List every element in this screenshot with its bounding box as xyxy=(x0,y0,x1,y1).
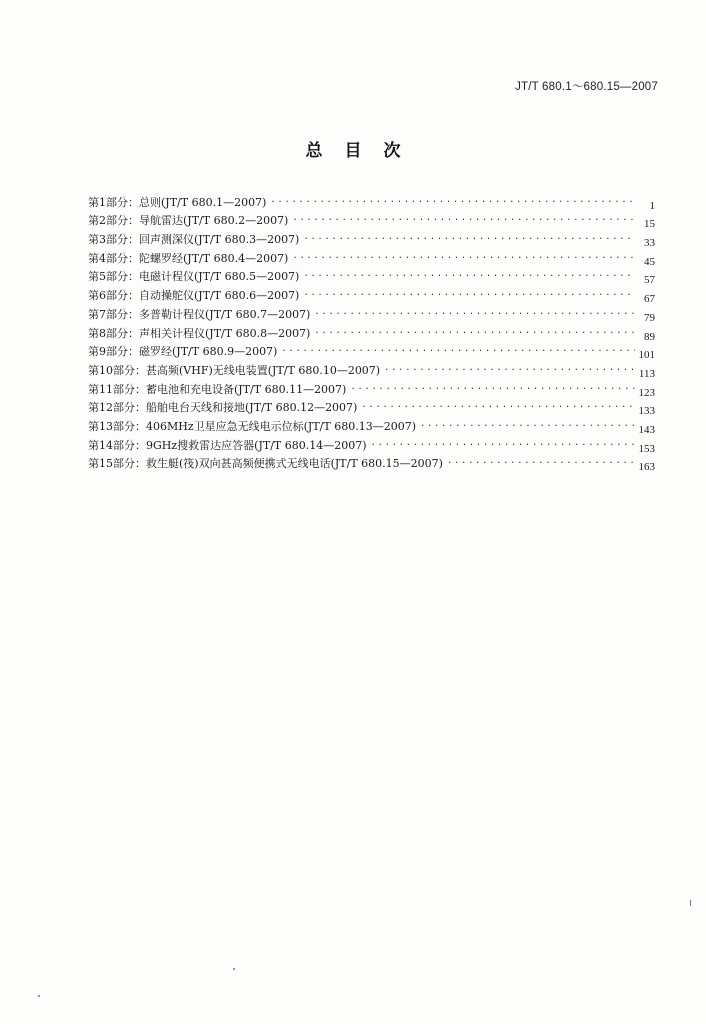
toc-entry-title: 第14部分：9GHz搜救雷达应答器(JT/T 680.14—2007) xyxy=(88,438,367,452)
toc-entry-title: 第5部分：电磁计程仪(JT/T 680.5—2007) xyxy=(88,270,300,284)
toc-entry xyxy=(88,340,655,362)
toc-page-number: 89 xyxy=(644,330,655,343)
toc-dot-leader xyxy=(420,418,635,431)
toc-page-number: 101 xyxy=(638,349,655,362)
toc-page-number: 123 xyxy=(638,386,655,399)
toc-page-number: 79 xyxy=(644,311,655,324)
toc-dot-leader xyxy=(303,231,635,244)
toc-entry-title: 第7部分：多普勒计程仪(JT/T 680.7—2007) xyxy=(88,307,311,321)
toc-entry-title: 第10部分：甚高频(VHF)无线电装置(JT/T 680.10—2007) xyxy=(88,363,381,377)
toc-entry xyxy=(88,377,655,399)
toc-dot-leader xyxy=(292,250,635,263)
toc-entry xyxy=(88,358,655,380)
toc-dot-leader xyxy=(371,437,635,450)
toc-page-number: 15 xyxy=(644,218,655,231)
toc-entry-title: 第13部分：406MHz卫星应急无线电示位标(JT/T 680.13—2007) xyxy=(88,419,416,433)
toc-page-number: 113 xyxy=(638,367,655,380)
toc-dot-leader xyxy=(292,212,635,225)
scan-speck xyxy=(233,968,235,970)
toc-entry-title: 第9部分：磁罗经(JT/T 680.9—2007) xyxy=(88,345,278,359)
toc-entry xyxy=(88,396,655,418)
toc-entry-title: 第11部分：蓄电池和充电设备(JT/T 680.11—2007) xyxy=(88,382,347,396)
table-of-contents xyxy=(88,190,655,474)
toc-dot-leader xyxy=(270,194,635,207)
toc-entry-title: 第8部分：声相关计程仪(JT/T 680.8—2007) xyxy=(88,326,311,340)
toc-entry-title: 第3部分：回声测深仪(JT/T 680.3—2007) xyxy=(88,233,300,247)
toc-page-number: 67 xyxy=(644,293,655,306)
toc-page-number: 143 xyxy=(638,423,655,436)
toc-dot-leader xyxy=(303,268,635,281)
toc-entry xyxy=(88,414,655,436)
toc-entry xyxy=(88,433,655,455)
toc-entry-title: 第15部分：救生艇(筏)双向甚高频便携式无线电话(JT/T 680.15—2007) xyxy=(88,457,443,471)
toc-entry xyxy=(88,452,655,474)
toc-entry xyxy=(88,227,655,250)
toc-entry-title: 第6部分：自动操舵仪(JT/T 680.6—2007) xyxy=(88,289,300,303)
toc-dot-leader xyxy=(281,343,634,356)
toc-page-number: 57 xyxy=(644,274,655,287)
toc-dot-leader xyxy=(303,287,635,300)
toc-dot-leader xyxy=(314,306,635,319)
toc-dot-leader xyxy=(384,362,635,375)
toc-entry xyxy=(88,209,655,231)
toc-dot-leader xyxy=(350,381,634,394)
toc-page-number: 163 xyxy=(638,461,655,474)
toc-entry xyxy=(88,283,655,306)
toc-dot-leader xyxy=(447,455,635,468)
toc-dot-leader xyxy=(361,399,634,412)
scan-speck xyxy=(690,900,691,906)
toc-entry xyxy=(88,302,655,324)
toc-page-number: 133 xyxy=(638,405,655,418)
toc-entry xyxy=(88,321,655,343)
toc-entry-title: 第1部分：总则(JT/T 680.1—2007) xyxy=(88,195,267,209)
toc-page-number: 153 xyxy=(638,442,655,455)
toc-dot-leader xyxy=(314,325,635,338)
toc-page-number: 45 xyxy=(644,255,655,268)
toc-entry xyxy=(88,265,655,287)
toc-page-number: 1 xyxy=(649,199,655,212)
toc-entry-title: 第2部分：导航雷达(JT/T 680.2—2007) xyxy=(88,214,289,228)
page-title: 总目次 xyxy=(305,141,423,161)
toc-entry xyxy=(88,190,655,212)
scan-speck xyxy=(38,995,40,997)
toc-entry-title: 第4部分：陀螺罗经(JT/T 680.4—2007) xyxy=(88,251,289,265)
toc-page-number: 33 xyxy=(644,237,655,250)
toc-entry xyxy=(88,246,655,268)
standard-code-header: JT/T 680.1～680.15—2007 xyxy=(515,81,658,93)
toc-entry-title: 第12部分：船舶电台天线和接地(JT/T 680.12—2007) xyxy=(88,401,358,415)
